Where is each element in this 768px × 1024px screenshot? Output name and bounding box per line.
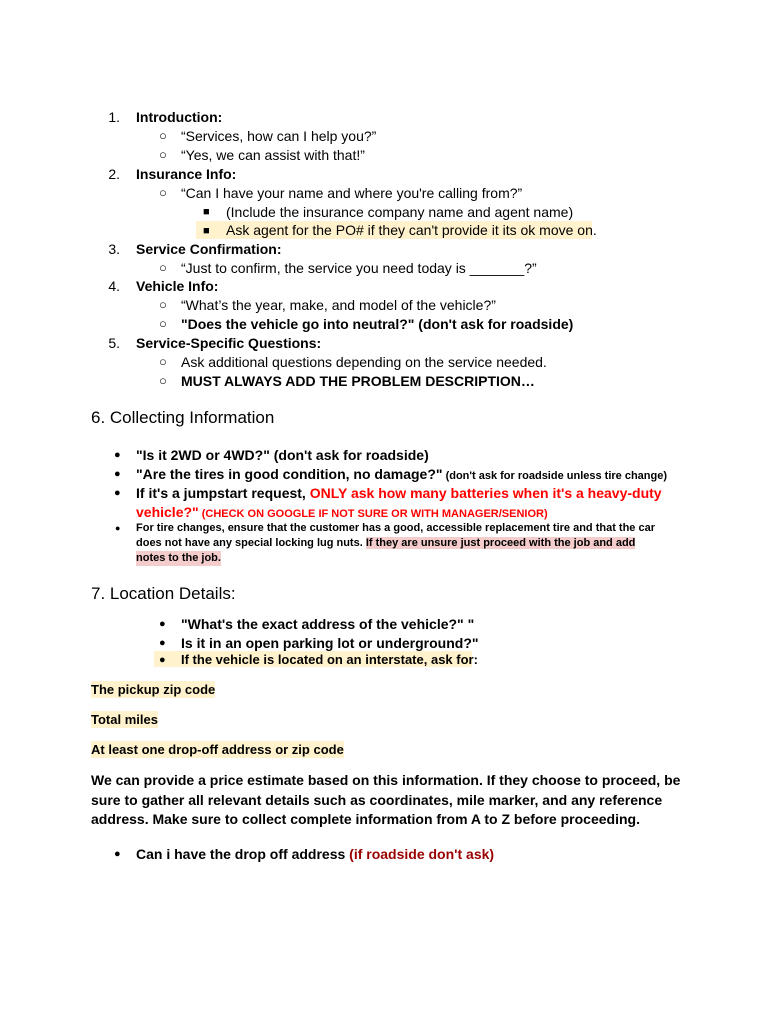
- bullet-item: [136, 465, 667, 485]
- bullet-item-dropoff: [136, 845, 494, 863]
- list-item: “Can I have your name and where you're calling from?”: [181, 185, 523, 201]
- bullet-item-red-note: (CHECK ON GOOGLE IF NOT SURE OR WITH MANAGER/SENIOR): [198, 508, 548, 520]
- bullet-item: "What's the exact address of the vehicle?" ": [181, 616, 475, 632]
- square-bullet-icon: ■: [203, 206, 210, 218]
- paragraph-line: address. Make sure to collect complete information from A to Z before proceeding.: [91, 811, 640, 827]
- list-number: 4.: [108, 278, 120, 294]
- section-title-introduction: Introduction:: [136, 109, 223, 125]
- bullet-item-main: "Are the tires in good condition, no damage?": [136, 466, 443, 482]
- circle-bullet-icon: ○: [159, 354, 167, 369]
- section-title-vehicle-info: Vehicle Info:: [136, 278, 219, 294]
- list-item: Ask additional questions depending on the service needed.: [181, 354, 547, 370]
- highlighted-text: notes to the job.: [136, 552, 221, 564]
- list-item: “Just to confirm, the service you need today is _______?”: [181, 260, 537, 276]
- bullet-item-red-text: ONLY ask how many batteries when it's a heavy-duty: [309, 485, 662, 501]
- bullet-item-red-text: (if roadside don't ask): [349, 846, 495, 862]
- bullet-item-highlighted: If the vehicle is located on an interstate, ask for:: [181, 652, 478, 667]
- heading-location-details: 7. Location Details:: [91, 584, 236, 603]
- circle-bullet-icon: ○: [159, 316, 167, 331]
- list-item: MUST ALWAYS ADD THE PROBLEM DESCRIPTION…: [181, 373, 535, 389]
- highlighted-text: If they are unsure just proceed with the job and add: [365, 537, 636, 549]
- bullet-item-continued: [136, 503, 548, 523]
- bullet-item-note: (don't ask for roadside unless tire change): [442, 470, 668, 482]
- list-item: “Yes, we can assist with that!”: [181, 147, 365, 163]
- dot-bullet-icon: ●: [114, 848, 121, 860]
- list-subitem-highlighted: Ask agent for the PO# if they can't provide it its ok move on.: [226, 222, 597, 238]
- bullet-item: Is it in an open parking lot or underground?": [181, 635, 479, 651]
- circle-bullet-icon: ○: [159, 185, 167, 200]
- bullet-item-tire-changes-line2: [136, 536, 635, 551]
- list-number: 1.: [108, 109, 120, 125]
- requirement-total-miles: Total miles: [91, 712, 158, 727]
- dot-bullet-icon: ●: [114, 487, 121, 499]
- circle-bullet-icon: ○: [159, 373, 167, 388]
- square-bullet-icon: ■: [203, 225, 210, 237]
- list-number: 5.: [108, 335, 120, 351]
- bullet-item-text: does not have any special locking lug nuts.: [136, 537, 366, 549]
- dot-bullet-icon: ●: [114, 468, 121, 480]
- bullet-item-text: Can i have the drop off address: [136, 846, 350, 862]
- list-item: "Does the vehicle go into neutral?" (don't ask for roadside): [181, 316, 574, 332]
- paragraph-line: We can provide a price estimate based on this information. If they choose to proceed, be: [91, 772, 681, 788]
- circle-bullet-icon: ○: [159, 260, 167, 275]
- dot-bullet-icon: ●: [115, 523, 121, 533]
- section-title-service-confirmation: Service Confirmation:: [136, 241, 282, 257]
- circle-bullet-icon: ○: [159, 128, 167, 143]
- requirement-pickup-zip: The pickup zip code: [91, 682, 216, 697]
- circle-bullet-icon: ○: [159, 297, 167, 312]
- section-title-insurance-info: Insurance Info:: [136, 166, 237, 182]
- bullet-item: [136, 484, 662, 502]
- bullet-item-red-text: vehicle?": [136, 504, 199, 520]
- list-item: “What’s the year, make, and model of the vehicle?”: [181, 297, 496, 313]
- section-title-service-specific-questions: Service-Specific Questions:: [136, 335, 322, 351]
- circle-bullet-icon: ○: [159, 147, 167, 162]
- dot-bullet-icon: ●: [159, 654, 166, 666]
- list-item: “Services, how can I help you?”: [181, 128, 377, 144]
- bullet-item-text: If it's a jumpstart request,: [136, 485, 310, 501]
- dot-bullet-icon: ●: [159, 618, 166, 630]
- dot-bullet-icon: ●: [114, 449, 121, 461]
- paragraph-line: sure to gather all relevant details such as coordinates, mile marker, and any reference: [91, 792, 663, 808]
- requirement-dropoff-address: At least one drop-off address or zip code: [91, 742, 344, 757]
- bullet-item: "Is it 2WD or 4WD?" (don't ask for roadside): [136, 447, 429, 463]
- heading-collecting-information: 6. Collecting Information: [91, 408, 275, 427]
- bullet-item-tire-changes: For tire changes, ensure that the customer has a good, accessible replacement tire and that the car: [136, 522, 655, 534]
- list-subitem: (Include the insurance company name and agent name): [226, 204, 574, 220]
- list-number: 2.: [108, 166, 120, 182]
- list-number: 3.: [108, 241, 120, 257]
- dot-bullet-icon: ●: [159, 637, 166, 649]
